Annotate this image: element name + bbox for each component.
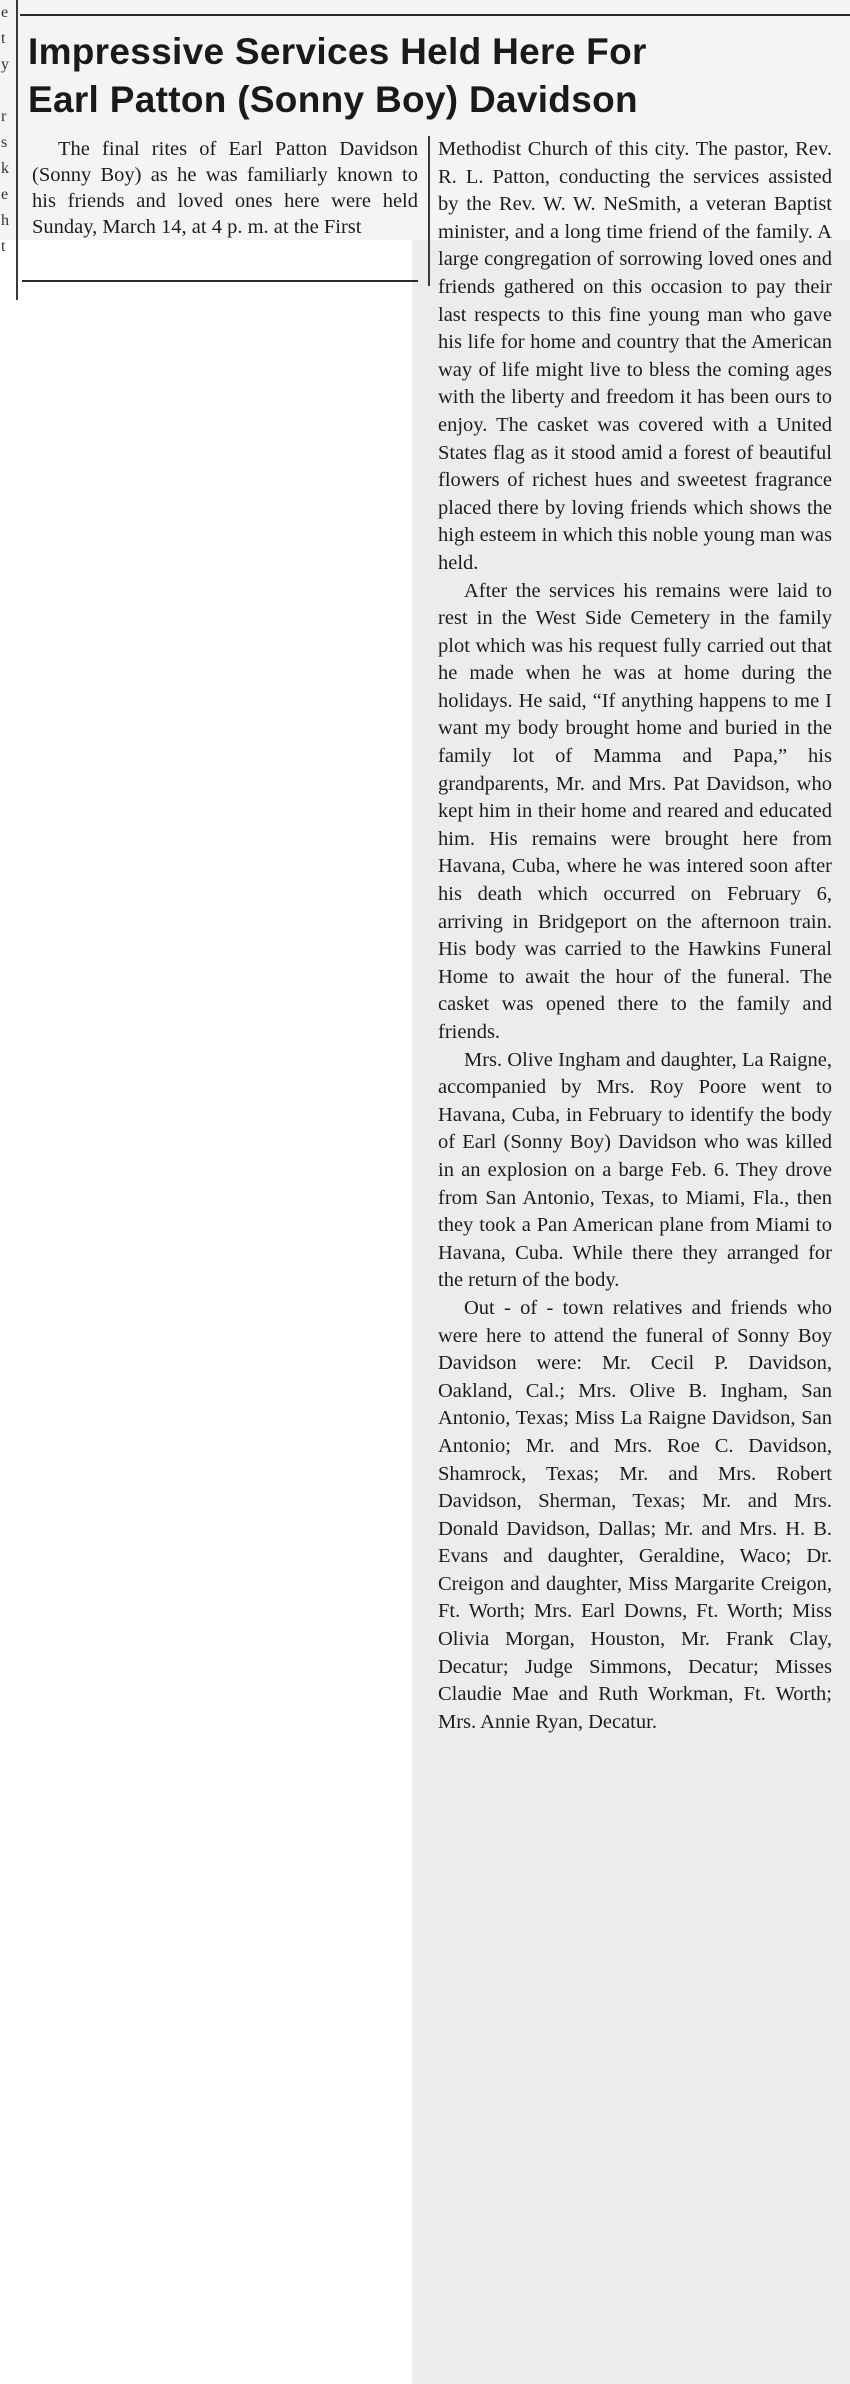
article-paragraph: Out - of - town relatives and friends who were here to attend the funeral of Sonny Boy Davidson were: Mr. Cecil P. Davidson, Oakland, Cal.; Mrs. Olive B. Ingham, San Antonio, Texas; Miss La Raigne Davidson, San Antonio; Mr. and Mrs. Roe C. Davidson, Shamrock, Texas; Mr. and Mrs. Robert Davidson, Sherman, Texas; Mr. and Mrs. Donald Davidson, Dallas; Mr. and Mrs. H. B. Evans and daughter, Geraldine, Waco; Dr. Creigon and daughter, Miss Margarite Creigon, Ft. Worth; Mrs. Earl Downs, Ft. Worth; Miss Olivia Morgan, Houston, Mr. Frank Clay, Decatur; Judge Simmons, Decatur; Misses Claudie Mae and Ruth Workman, Ft. Worth; Mrs. Annie Ryan, Decatur.: [438, 1296, 832, 1733]
column-separator-rule: [16, 0, 18, 300]
left-column-end-rule: [22, 280, 418, 282]
article-paragraph: Methodist Church of this city. The pastor, Rev. R. L. Patton, conducting the services assisted by the Rev. W. W. NeSmith, a veteran Baptist minister, and a long time friend of the family. A large congregation of sorrowing loved ones and friends gathered on this occasion to pay their last respects to this fine young man who gave his life for home and country that the American way of life might live to bless the coming ages with the liberty and freedom it has been ours to enjoy. The casket was covered with a United States flag as it stood amid a forest of beautiful flowers of richest hues and sweetest fragrance placed there by loving friends which shows the high esteem in which this noble young man was held.: [438, 138, 832, 574]
gutter-letter: h: [1, 212, 9, 229]
article-paragraph: Mrs. Olive Ingham and daughter, La Raigne, accompanied by Mrs. Roy Poore went to Havana, Cuba, in February to identify the body of Earl (Sonny Boy) Davidson who was killed in an explosion on a barge Feb. 6. They drove from San Antonio, Texas, to Miami, Fla., then they took a Pan American plane from Miami to Havana, Cuba. While there they arranged for the return of the body.: [438, 1048, 832, 1292]
gutter-letter: y: [1, 56, 9, 73]
gutter-letter: s: [1, 134, 8, 151]
column-divider: [428, 136, 430, 286]
article-paragraph: After the services his remains were laid to rest in the West Side Cemetery in the family plot which was his request fully carried out that he made when he was at home during the holidays. He said, “If anything happens to me I want my body brought home and buried in the family lot of Mamma and Papa,” his grandparents, Mr. and Mrs. Pat Davidson, who kept him in their home and reared and educated him. His remains were brought here from Havana, Cuba, where he was intered soon after his death which occurred on February 6, arriving in Bridgeport on the afternoon train. His body was carried to the Hawkins Funeral Home to await the hour of the funeral. The casket was opened there to the family and friends.: [438, 579, 832, 1043]
gutter-letter: e: [1, 4, 9, 21]
headline-line-2: Earl Patton (Sonny Boy) Davidson: [28, 79, 638, 120]
article-headline: [28, 28, 828, 124]
gutter-letter: t: [1, 238, 6, 255]
gutter-letter: e: [1, 186, 9, 203]
article-left-column: The final rites of Earl Patton Davidson (Sonny Boy) as he was familiarly known to his friends and loved ones here were held Sunday, March 14, at 4 p. m. at the First: [32, 138, 418, 238]
gutter-letter: t: [1, 30, 6, 47]
gutter-letter: r: [1, 108, 7, 125]
article-right-column: [438, 136, 832, 1736]
gutter-letter: k: [1, 160, 9, 177]
headline-line-1: Impressive Services Held Here For: [28, 31, 647, 72]
top-rule: [20, 14, 850, 16]
